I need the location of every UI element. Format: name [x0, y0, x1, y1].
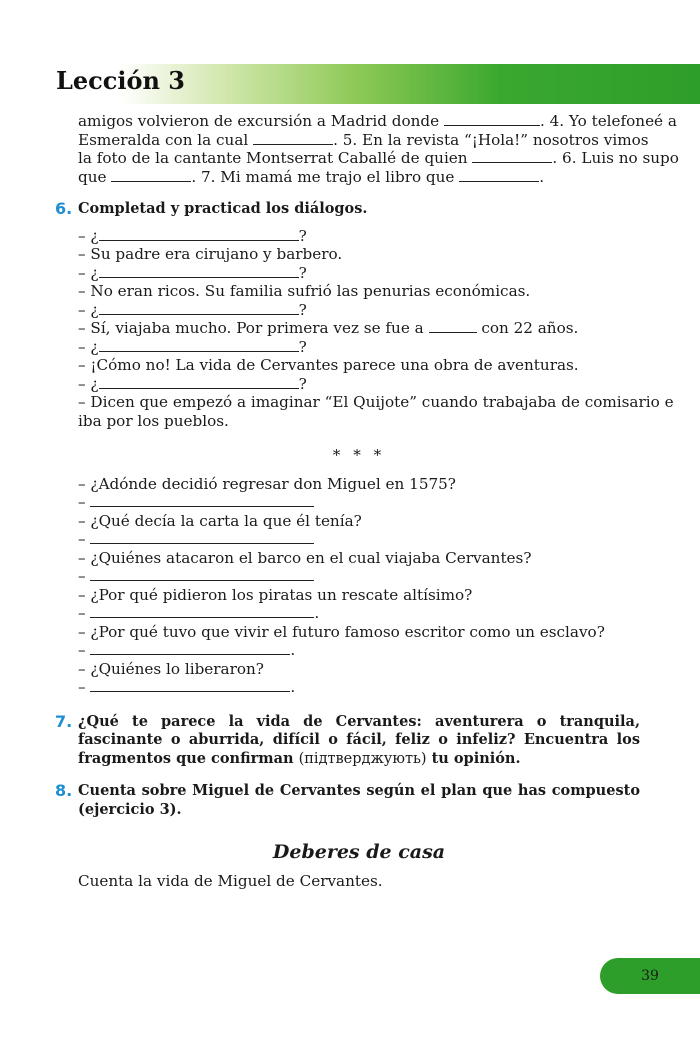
text: – [78, 530, 91, 548]
exercise-8 [55, 781, 640, 819]
blank-line[interactable] [253, 131, 333, 145]
question-line: – ¿Por qué pidieron los piratas un rescate altísimo? [78, 585, 473, 604]
blank-line[interactable] [90, 530, 314, 544]
answer-line: – Su padre era cirujano y barbero. [78, 245, 343, 263]
text: – [78, 678, 91, 696]
text: – [78, 604, 91, 622]
blank-line[interactable] [99, 375, 299, 389]
text: . 4. Yo telefoneé a [539, 112, 677, 130]
page-content [55, 112, 679, 890]
blank-line[interactable] [459, 168, 539, 182]
exercise-number: 7. [55, 711, 73, 731]
translation-note: (підтверджують) [298, 750, 427, 767]
answer-line [78, 530, 640, 549]
text: – [78, 641, 91, 659]
text: ? [298, 374, 307, 393]
question-line [78, 338, 640, 357]
text: . [290, 641, 296, 659]
text: . 7. Mi mamá me trajo el libro que [191, 167, 460, 186]
text: – Sí, viajaba mucho. Por primera vez se fue a [78, 319, 429, 337]
lesson-title: Lección 3 [56, 66, 185, 95]
text: . [290, 678, 296, 696]
question-line: – ¿Adónde decidió regresar don Miguel en 1575? [78, 474, 456, 493]
exercise-instruction: Completad y practicad los diálogos. [78, 200, 368, 217]
answer-line: – ¡Cómo no! La vida de Cervantes parece una obra de aventuras. [78, 356, 579, 374]
answer-line [78, 604, 640, 623]
question-line: – ¿Qué decía la carta la que él tenía? [78, 511, 362, 530]
dialogue-2 [78, 475, 640, 697]
blank-line[interactable] [111, 168, 191, 182]
text: – ¿ [78, 226, 99, 245]
blank-line[interactable] [90, 604, 314, 618]
blank-line[interactable] [90, 641, 290, 655]
intro-line [78, 130, 649, 150]
answer-line [78, 641, 640, 660]
blank-line[interactable] [429, 319, 477, 333]
answer-line [78, 567, 640, 586]
text: tu opinión. [426, 749, 521, 767]
blank-line[interactable] [99, 264, 299, 278]
intro-paragraph [78, 112, 679, 186]
blank-line[interactable] [90, 678, 290, 692]
exercise-instruction [78, 713, 640, 769]
question-line [78, 227, 640, 246]
blank-line[interactable] [99, 301, 299, 315]
text: que [78, 167, 112, 186]
answer-line: – Dicen que empezó a imaginar “El Quijote” cuando trabajaba de comisario e [78, 393, 674, 411]
intro-line [78, 149, 679, 168]
text: . 6. Luis no supo [552, 149, 679, 167]
text: Esmeralda con la cual [78, 130, 254, 149]
text: – ¿ [78, 263, 99, 282]
exercise-number: 8. [55, 781, 73, 800]
question-line [78, 375, 640, 394]
intro-line [78, 112, 677, 131]
blank-line[interactable] [99, 338, 299, 352]
text: amigos volvieron de excursión a Madrid donde [78, 112, 444, 130]
section-separator: * * * [332, 446, 386, 464]
text: – ¿ [78, 337, 99, 356]
text: ? [298, 300, 307, 319]
text: ¿Qué te parece la vida de Cervantes: aventurera o tranquila, fascinante o aburrida, difícil o fácil, feliz o infeliz? Encuentra los fragmentos que confirman [78, 712, 640, 767]
question-line: – ¿Por qué tuvo que vivir el futuro famoso escritor como un esclavo? [78, 622, 605, 641]
blank-line[interactable] [90, 567, 314, 581]
question-line [78, 264, 640, 283]
text: ? [298, 337, 307, 356]
answer-line: – No eran ricos. Su familia sufrió las penurias económicas. [78, 282, 531, 300]
dialogue-1 [78, 226, 674, 431]
text: la foto de la cantante Montserrat Caballé de quien [78, 149, 473, 167]
text: ? [298, 263, 307, 282]
text: – [78, 567, 91, 585]
text: – ¿ [78, 374, 99, 393]
exercise-number: 6. [55, 199, 73, 218]
blank-line[interactable] [90, 493, 314, 507]
question-line [78, 301, 640, 320]
text: con 22 años. [476, 319, 579, 337]
exercise-instruction: Cuenta sobre Miguel de Cervantes según el plan que has compuesto (ejercicio 3). [78, 782, 640, 818]
exercise-6 [55, 199, 640, 219]
answer-line [78, 319, 640, 338]
blank-line[interactable] [99, 227, 299, 241]
answer-line: iba por los pueblos. [78, 411, 229, 430]
text: . [314, 604, 320, 622]
text: – ¿ [78, 300, 99, 319]
page-number: 39 [600, 958, 700, 994]
homework-title: Deberes de casa [272, 841, 446, 863]
exercise-7 [55, 711, 640, 769]
question-line: – ¿Quiénes lo liberaron? [78, 659, 264, 678]
blank-line[interactable] [472, 149, 552, 163]
text: ? [298, 226, 307, 245]
text: – [78, 493, 91, 511]
answer-line [78, 493, 640, 512]
question-line: – ¿Quiénes atacaron el barco en el cual viajaba Cervantes? [78, 548, 532, 567]
intro-line [78, 168, 640, 187]
homework-text: Cuenta la vida de Miguel de Cervantes. [78, 871, 383, 890]
blank-line[interactable] [444, 112, 540, 126]
text: . [539, 167, 545, 186]
answer-line [78, 678, 640, 697]
text: . 5. En la revista “¡Hola!” nosotros vimos [333, 130, 649, 149]
